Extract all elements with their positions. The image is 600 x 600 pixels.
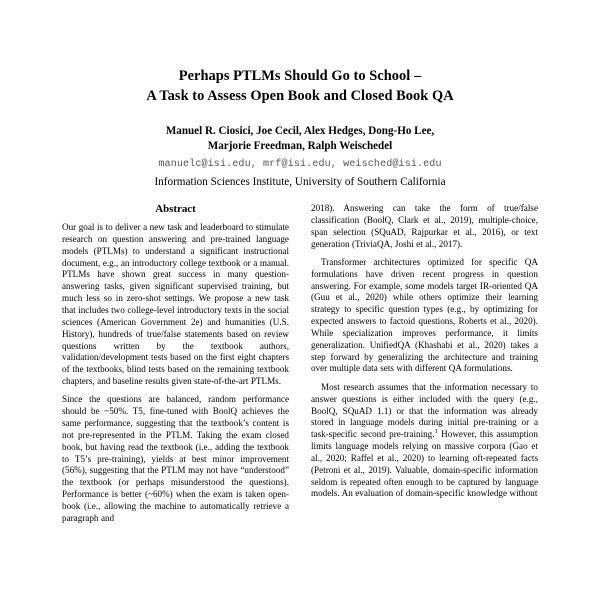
intro-paragraph-3 [311,382,538,500]
abstract-paragraph-2: Since the questions are balanced, random performance should be ~50%. T5, fine-tuned with BoolQ achieves the same performance, suggesting that the textbook’s content is not pre-represented in the PTLM. Taking the exam closed book, but having read the textbook (i.e., adding the textbook to T5’s pre-training), yields at best minor improvement (56%), suggesting that the PTLM may not have “understood” the textbook (or perhaps misunderstood the questions). Performance is better (~60%) when the exam is taken open-book (i.e., allowing the machine to automatically retrieve a paragraph and [62,394,289,523]
title-line-2: A Task to Assess Open Book and Closed Book QA [146,88,454,105]
title-line-1: Perhaps PTLMs Should Go to School – [178,68,422,84]
intro-paragraph-2: Transformer architectures optimized for specific QA formulations have driven recent progress in question answering. For example, some models target IR-oriented QA (Guu et al., 2020) while others optimize their learning strategy to specific question types (e.g., by optimizing for expected answers to factoid questions, Roberts et al., 2020). While specialization improves performance, it limits generalization. UnifiedQA (Khashabi et al., 2020) takes a step forward by generalizing the architecture and training over multiple data sets with different QA formulations. [311,256,538,374]
author-list [0,124,600,155]
author-emails: manuelc@isi.edu, mrf@isi.edu, weisched@isi.edu [158,158,442,170]
title-block [0,0,600,190]
column-right [311,203,538,600]
column-left [62,203,289,600]
affiliation: Information Sciences Institute, University of Southern California [154,175,446,188]
abstract-paragraph-1: Our goal is to deliver a new task and leaderboard to stimulate research on question answering and pre-trained language models (PTLMs) to understand a significant instructional document, e.g., an introductory college textbook or a manual. PTLMs have shown great success in many question-answering tasks, given significant supervised training, but much less so in zero-shot settings. We propose a new task that includes two college-level introductory texts in the social sciences (American Government 2e) and humanities (U.S. History), hundreds of true/false statements based on review questions written by the textbook authors, validation/development tests based on the first eight chapters of the textbooks, blind tests based on the remaining textbook chapters, and baseline results given state-of-the-art PTLMs. [62,222,289,387]
intro-paragraph-1: 2018). Answering can take the form of true/false classification (BoolQ, Clark et al., 2019), multiple-choice, span selection (SQuAD, Rajpurkar et al., 2016), or text generation (TriviaQA, Joshi et al., 2017). [311,203,538,249]
paragraph-3-text-before-footnote: Most research assumes that the information necessary to answer questions is either included with the query (e.g., BoolQ, SQuAD 1.1) or that the information was already stored in language models during initial pre-training or a task-specific second pre-training. [311,381,538,440]
body-columns [0,203,600,600]
footnote-marker[interactable]: 1 [434,428,438,436]
author-line-2: Marjorie Freedman, Ralph Weischedel [207,140,393,153]
paragraph-3-text-after-footnote: However, this assumption limits language models relying on massive corpora (Gao et al., 2020; Raffel et al., 2020) to learning oft-repeated facts (Petroni et al., 2019). Valuable, domain-specific information seldom is repeated often enough to be captured by language models. An evaluation of domain-specific knowledge without [311,429,538,499]
page-title [65,66,535,107]
abstract-heading: Abstract [155,203,196,215]
author-line-1: Manuel R. Ciosici, Joe Cecil, Alex Hedges, Dong-Ho Lee, [165,124,435,137]
